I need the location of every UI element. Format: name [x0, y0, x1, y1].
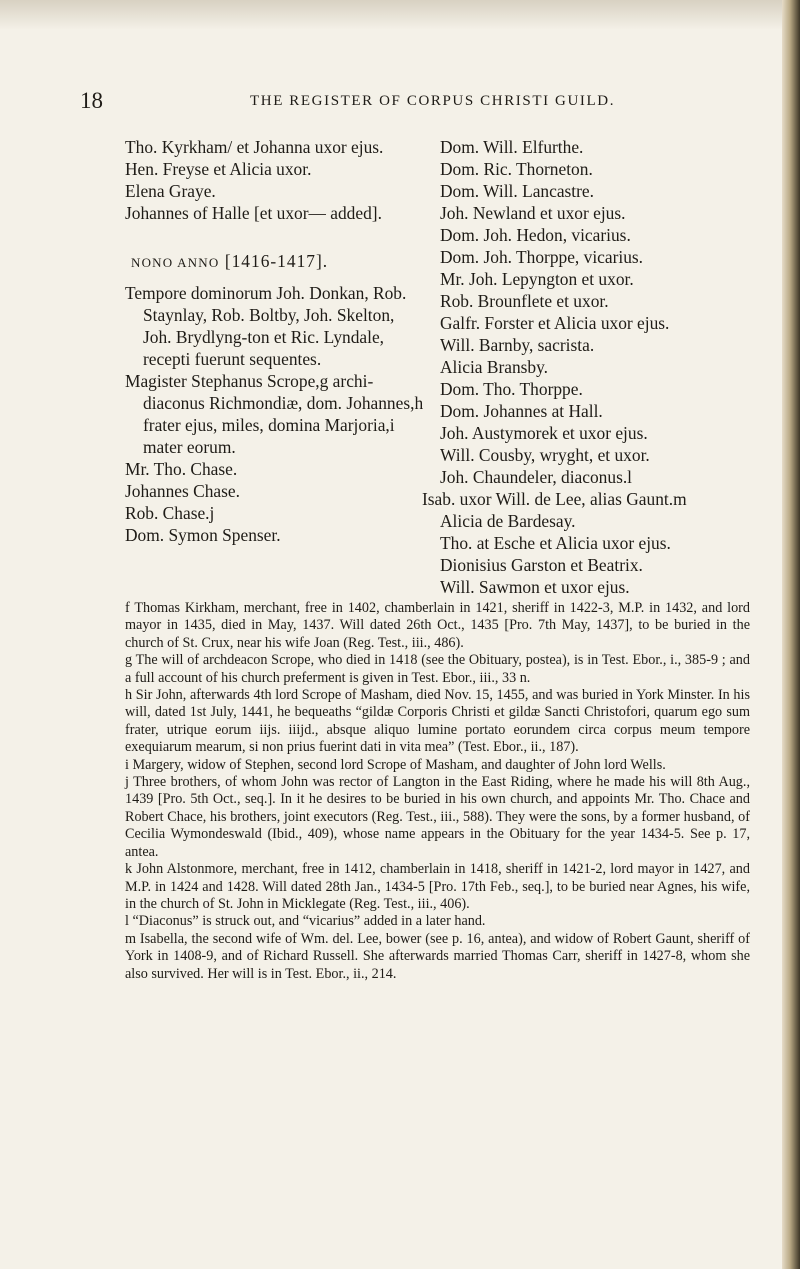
entry: Tempore dominorum Joh. Donkan, Rob. Staynlay, Rob. Boltby, Joh. Skelton, Joh. Brydlyng-ton et Ric. Lyndale, recepti fuerunt sequentes. — [125, 283, 407, 369]
footnote: h Sir John, afterwards 4th lord Scrope of Masham, died Nov. 15, 1455, and was buried in York Minster. In his will, dated 1st July, 1441, he bequeaths “gildæ Corporis Christi et gildæ Sancti Christofori, quarum ego sum frater, utrique eorum iijs. iiijd., absque aliquo lumine portato eorundem circa corpus meum tempore exequiarum mearum, si non prius fuerint dati in vita mea” (Test. Ebor., ii., 187). — [125, 687, 750, 756]
entry: Alicia Bransby. — [440, 357, 549, 377]
entry: Dom. Johannes at Hall. — [440, 401, 603, 421]
entry: Dom. Symon Spenser. — [125, 525, 281, 545]
footnote: l “Diaconus” is struck out, and “vicarius” added in a later hand. — [125, 913, 486, 930]
year-label: NONO ANNO — [131, 255, 220, 270]
entry: Dom. Will. Elfurthe. — [440, 137, 584, 157]
entry: Galfr. Forster et Alicia uxor ejus. — [440, 313, 670, 333]
footnotes — [125, 600, 750, 983]
footnote: k John Alstonmore, merchant, free in 1412, chamberlain in 1418, sheriff in 1421-2, lord mayor in 1427, and M.P. in 1424 and 1428. Will dated 28th Jan., 1434-5 [Pro. 17th Feb., seq.], to be buried near Agnes, his wife, in the church of St. John in Micklegate (Reg. Test., iii., 406). — [125, 861, 750, 912]
entry: Will. Sawmon et uxor ejus. — [440, 577, 630, 597]
entry: Joh. Newland et uxor ejus. — [440, 203, 626, 223]
year-heading — [131, 250, 425, 274]
entry: Dom. Will. Lancastre. — [440, 181, 595, 201]
right-column — [422, 136, 760, 598]
entry: Mr. Tho. Chase. — [125, 459, 238, 479]
footnote: f Thomas Kirkham, merchant, free in 1402, chamberlain in 1421, sheriff in 1422-3, M.P. in 1432, and lord mayor in 1435, died in May, 1437. Will dated 26th Oct., 1435 [Pro. 7th May, 1437], to be buried in the church of St. Crux, near his wife Joan (Reg. Test., iii., 486). — [125, 600, 750, 651]
page-number: 18 — [80, 88, 103, 113]
entry: Isab. uxor Will. de Lee, alias Gaunt.m — [422, 489, 687, 509]
entry: Joh. Austymorek et uxor ejus. — [440, 423, 648, 443]
entry: Dom. Tho. Thorppe. — [440, 379, 583, 399]
entry: Dionisius Garston et Beatrix. — [440, 555, 643, 575]
entry: Elena Graye. — [125, 181, 216, 201]
running-head: THE REGISTER OF CORPUS CHRISTI GUILD. — [250, 93, 616, 109]
entry: Johannes of Halle [et uxor— added]. — [125, 203, 382, 223]
page-edge — [782, 0, 800, 1269]
entry: Rob. Brounflete et uxor. — [440, 291, 609, 311]
left-column — [125, 136, 425, 546]
entry: Will. Barnby, sacrista. — [440, 335, 595, 355]
entry: Alicia de Bardesay. — [440, 511, 576, 531]
entry: Hen. Freyse et Alicia uxor. — [125, 159, 312, 179]
footnote: g The will of archdeacon Scrope, who died in 1418 (see the Obituary, postea), is in Test. Ebor., i., 385-9 ; and a full account of his church preferment is given in Test. Ebor., iii., 33 n. — [125, 652, 750, 686]
entry: Johannes Chase. — [125, 481, 240, 501]
entry: Dom. Joh. Hedon, vicarius. — [440, 225, 631, 245]
entry: Rob. Chase.j — [125, 503, 215, 523]
entry: Joh. Chaundeler, diaconus.l — [440, 467, 633, 487]
entry: Dom. Joh. Thorppe, vicarius. — [440, 247, 644, 267]
entry: Will. Cousby, wryght, et uxor. — [440, 445, 650, 465]
footnote: i Margery, widow of Stephen, second lord Scrope of Masham, and daughter of John lord Wells. — [125, 756, 666, 773]
year-range: [1416-1417]. — [224, 251, 329, 271]
entry: Mr. Joh. Lepyngton et uxor. — [440, 269, 634, 289]
page-header — [0, 88, 780, 118]
entry: Tho. Kyrkham/ et Johanna uxor ejus. — [125, 137, 384, 157]
footnote: j Three brothers, of whom John was rector of Langton in the East Riding, where he made his will 8th Aug., 1439 [Pro. 5th Oct., seq.]. In it he desires to be buried in his own church, and appoints Mr. Tho. Chace and Robert Chace, his brothers, joint executors (Reg. Test., iii., 588). They were the sons, by a former husband, of Cecilia Wymondeswald (Ibid., 409), whose name appears in the Obituary for the year 1434-5. See p. 17, antea. — [125, 774, 750, 860]
entry: Tho. at Esche et Alicia uxor ejus. — [440, 533, 671, 553]
footnote: m Isabella, the second wife of Wm. del. Lee, bower (see p. 16, antea), and widow of Robert Gaunt, sheriff of York in 1408-9, and of Richard Russell. She afterwards married Thomas Carr, sheriff in 1427-8, whom she also survived. Her will is in Test. Ebor., ii., 214. — [125, 930, 750, 982]
page-shadow — [0, 0, 790, 30]
entry: Dom. Ric. Thorneton. — [440, 159, 593, 179]
entry: Magister Stephanus Scrope,g archi-diaconus Richmondiæ, dom. Johannes,h frater ejus, miles, domina Marjoria,i mater eorum. — [125, 371, 424, 457]
